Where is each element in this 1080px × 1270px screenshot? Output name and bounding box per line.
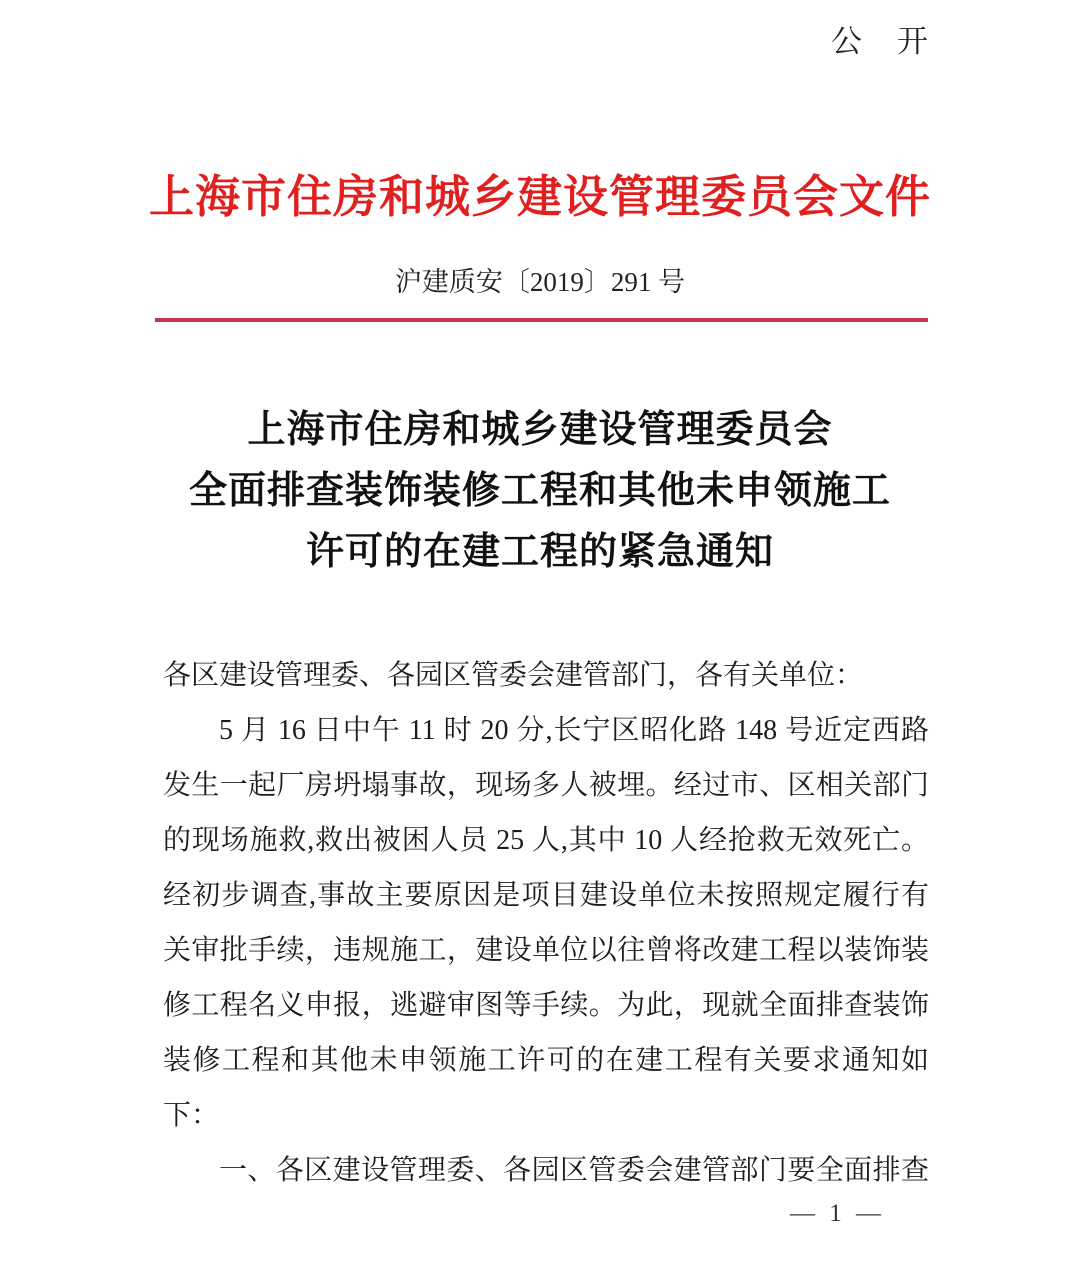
doc-number: 沪建质安〔2019〕291 号 — [394, 267, 686, 297]
document-body — [163, 648, 929, 1198]
body-line: 的现场施救,救出被困人员 25 人,其中 10 人经抢救无效死亡。 — [163, 825, 929, 856]
document-title-line: 许可的在建工程的紧急通知 — [305, 531, 774, 573]
body-line: 5 月 16 日中午 11 时 20 分,长宁区昭化路 148 号近定西路 — [219, 715, 929, 746]
body-line: 装修工程和其他未申领施工许可的在建工程有关要求通知如 — [163, 1045, 929, 1076]
body-line: 修工程名义申报，逃避审图等手续。为此，现就全面排查装饰 — [163, 990, 929, 1021]
body-line: 关审批手续，违规施工，建设单位以往曾将改建工程以装饰装 — [163, 935, 929, 966]
page-number: — 1 — — [790, 1200, 885, 1227]
body-line: 发生一起厂房坍塌事故，现场多人被埋。经过市、区相关部门 — [163, 770, 929, 801]
document-title-line: 全面排查装饰装修工程和其他未申领施工 — [188, 470, 891, 512]
body-line: 经初步调查,事故主要原因是项目建设单位未按照规定履行有 — [163, 880, 929, 911]
document-title-line: 上海市住房和城乡建设管理委员会 — [247, 409, 833, 451]
red-divider-line — [155, 318, 928, 322]
body-line-salutation: 各区建设管理委、各园区管委会建管部门，各有关单位： — [163, 660, 864, 691]
body-line-item-one: 一、各区建设管理委、各园区管委会建管部门要全面排查 — [219, 1155, 929, 1186]
document-title — [0, 400, 1080, 583]
classification-label: 公 开 — [831, 24, 930, 59]
issuing-org-title: 上海市住房和城乡建设管理委员会文件 — [148, 172, 931, 222]
body-line: 下： — [163, 1100, 220, 1131]
